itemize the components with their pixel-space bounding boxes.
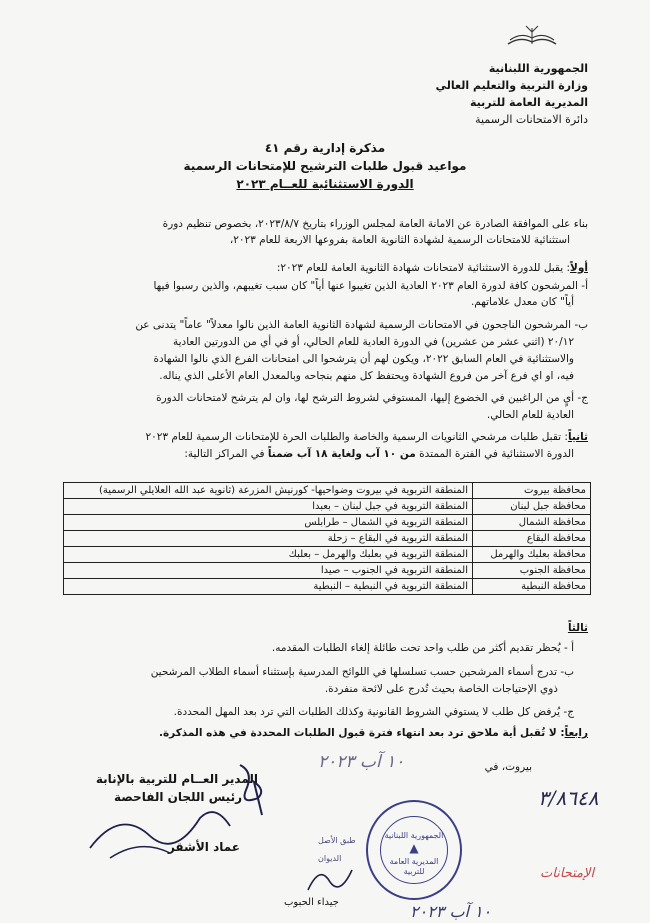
clerk-name: جيداء الحبوب xyxy=(284,897,339,908)
signatory-name: عماد الأشقر xyxy=(167,840,240,854)
section-first-text: : يقبل للدورة الاستثنائية لامتحانات شهادة الثانوية العامة للعام ٢٠٢٣: xyxy=(276,262,571,274)
third-b-line-2: ذوي الإحتياجات الخاصة بحيث تُدرج على لائحة منفردة. xyxy=(324,683,558,695)
intro-line-2: استثنائية للامتحانات الرسمية لشهادة الثانوية العامة بفروعها الاربعة للعام ٢٠٢٣، xyxy=(229,234,570,246)
signatory-title-1: المدير العــام للتربية بالإنابة xyxy=(95,772,258,786)
signatory-title-2: رئيس اللجان الفاحصة xyxy=(113,790,242,804)
open-book-logo-icon xyxy=(504,22,560,50)
section-second-label: ثانياً xyxy=(567,431,588,443)
governorate-cell: محافظة بيروت xyxy=(473,483,591,499)
table-row xyxy=(64,563,591,579)
first-c-line-1: ج- أيٍ من الراغبين في الخضوع إليها، المستوفي لشروط الترشح لها، وان لم يترشح لامتحانات الدورة xyxy=(156,392,588,404)
table-row xyxy=(64,579,591,595)
third-a: أ - يُحظر تقديم أكثر من طلب واحد تحت طائلة إلغاء الطلبات المقدمه. xyxy=(271,642,574,654)
header-ministry: وزارة التربية والتعليم العالي xyxy=(435,79,588,92)
header-republic: الجمهورية اللبنانية xyxy=(488,62,588,75)
center-cell: المنطقة التربوية في بعلبك والهرمل – بعلبك xyxy=(64,547,473,563)
section-fourth-text: : لا تُقبل أية ملاحق ترد بعد انتهاء فترة قبول الطلبات المحددة في هذه المذكرة. xyxy=(158,727,565,739)
first-b-line-1: ب- المرشحون الناجحون في الامتحانات الرسمية لشهادة الثانوية العامة الذين نالوا معدلاً" عاماً" يتدنى عن xyxy=(135,319,588,331)
governorate-cell: محافظة النبطية xyxy=(473,579,591,595)
table-row xyxy=(64,483,591,499)
handwritten-number: ٣/٨٦٤٨ xyxy=(538,786,599,810)
center-cell: المنطقة التربوية في الجنوب – صيدا xyxy=(64,563,473,579)
memo-subtitle: الدورة الاستثنائية للعــام ٢٠٢٣ xyxy=(236,177,414,191)
second-text-2: الدورة الاستثنائية في الفترة الممتدة xyxy=(419,448,574,460)
memo-title-block xyxy=(0,141,650,192)
stamp-inner-circle xyxy=(380,816,448,884)
centers-table xyxy=(63,482,591,595)
stamp-text-1: الجمهورية اللبنانية xyxy=(384,831,444,840)
first-a-line-1: أ- المرشحون كافة لدورة العام ٢٠٢٣ العادية الذين تغيبوا عنها أياً" كان سبب تغيبهم، والذين رسبوا فيها xyxy=(153,280,588,292)
section-fourth-label: رابعاً xyxy=(564,727,588,739)
first-a-line-2: أياً" كان معدل علاماتهم. xyxy=(470,296,574,308)
center-cell: المنطقة التربوية في البقاع – زحلة xyxy=(64,531,473,547)
section-third-label: ثالثاً xyxy=(567,622,588,634)
official-stamp xyxy=(366,800,462,900)
table-row xyxy=(64,499,591,515)
governorate-cell: محافظة جبل لبنان xyxy=(473,499,591,515)
handwritten-date: ١٠ آب ٢٠٢٣ xyxy=(318,752,405,772)
received-label: طبق الأصل xyxy=(318,836,356,845)
intro-line-1: بناء على الموافقة الصادرة عن الامانة العامة لمجلس الوزراء بتاريخ ٢٠٢٣/٨/٧، بخصوص تنظيم دورة xyxy=(162,218,588,230)
header-department: دائرة الامتحانات الرسمية xyxy=(475,113,588,126)
memo-title: مواعيد قبول طلبات الترشيح للإمتحانات الرسمية xyxy=(183,159,467,173)
third-b-line-1: ب- تدرج أسماء المرشحين حسب تسلسلها في اللوائح المدرسية بإستثناء أسماء الطلاب المرشحين xyxy=(150,666,574,678)
governorate-cell: محافظة الجنوب xyxy=(473,563,591,579)
table-row xyxy=(64,547,591,563)
margin-note: الإمتحانات xyxy=(540,866,595,881)
center-cell: المنطقة التربوية في الشمال – طرابلس xyxy=(64,515,473,531)
section-first-label: أولاً xyxy=(570,262,588,274)
second-period: من ١٠ آب ولغاية ١٨ آب ضمناً xyxy=(267,448,416,460)
center-cell: المنطقة التربوية في جبل لبنان – بعبدا xyxy=(64,499,473,515)
bottom-handwritten-date: ١٠ آب ٢٠٢٣ xyxy=(410,902,492,921)
first-c-line-2: العادية للعام الحالي. xyxy=(486,409,574,421)
governorate-cell: محافظة الشمال xyxy=(473,515,591,531)
sender-label: الديوان xyxy=(318,854,342,863)
third-c: ج- يُرفض كل طلب لا يستوفي الشروط القانونية وكذلك الطلبات التي ترد بعد المهل المحددة. xyxy=(173,706,574,718)
center-cell: المنطقة التربوية في النبطية – النبطية xyxy=(64,579,473,595)
stamp-text-2: المديرية العامة للتربية xyxy=(389,856,439,877)
first-b-line-4: فيه، او اي فرع آخر من فروع الشهادة ويحتفظ كل منهم بنجاحه وبالمعدل العام الأعلى الذي يناله. xyxy=(159,370,574,382)
section-first-heading xyxy=(277,262,588,276)
section-second-heading xyxy=(146,431,589,445)
second-text-3: في المراكز التالية: xyxy=(184,448,265,460)
section-fourth xyxy=(159,727,588,741)
city-date-label: بيروت، في xyxy=(484,761,532,773)
clerk-signature-icon xyxy=(300,860,360,898)
memo-number: مذكرة إدارية رقم ٤١ xyxy=(264,141,386,155)
governorate-cell: محافظة البقاع xyxy=(473,531,591,547)
section-second-text-1: : تقبل طلبات مرشحي الثانويات الرسمية والخاصة والطلبات الحرة للإمتحانات الرسمية للعام ٢٠٢٣ xyxy=(145,431,568,443)
header-directorate: المديرية العامة للتربية xyxy=(469,96,588,109)
first-b-line-2: ٢٠/١٢ (اثني عشر من عشرين) في الدورة العادية للعام الحالي، أو في أي من الدورتين العادية xyxy=(172,336,574,348)
governorate-cell: محافظة بعلبك والهرمل xyxy=(473,547,591,563)
stamp-cedar-icon: ▲ xyxy=(409,841,419,856)
signature-icon xyxy=(80,798,240,868)
first-b-line-3: والاستثنائية في العام السابق ٢٠٢٢، ويكون لهم أن يترشحوا الى امتحانات الفرع الذي نالوا الشهادة xyxy=(153,353,574,365)
table-row xyxy=(64,515,591,531)
table-row xyxy=(64,531,591,547)
second-line-2 xyxy=(184,448,574,462)
center-cell: المنطقة التربوية في بيروت وضواحيها- كورنيش المزرعة (ثانوية عبد الله العلايلي الرسمية) xyxy=(64,483,473,499)
